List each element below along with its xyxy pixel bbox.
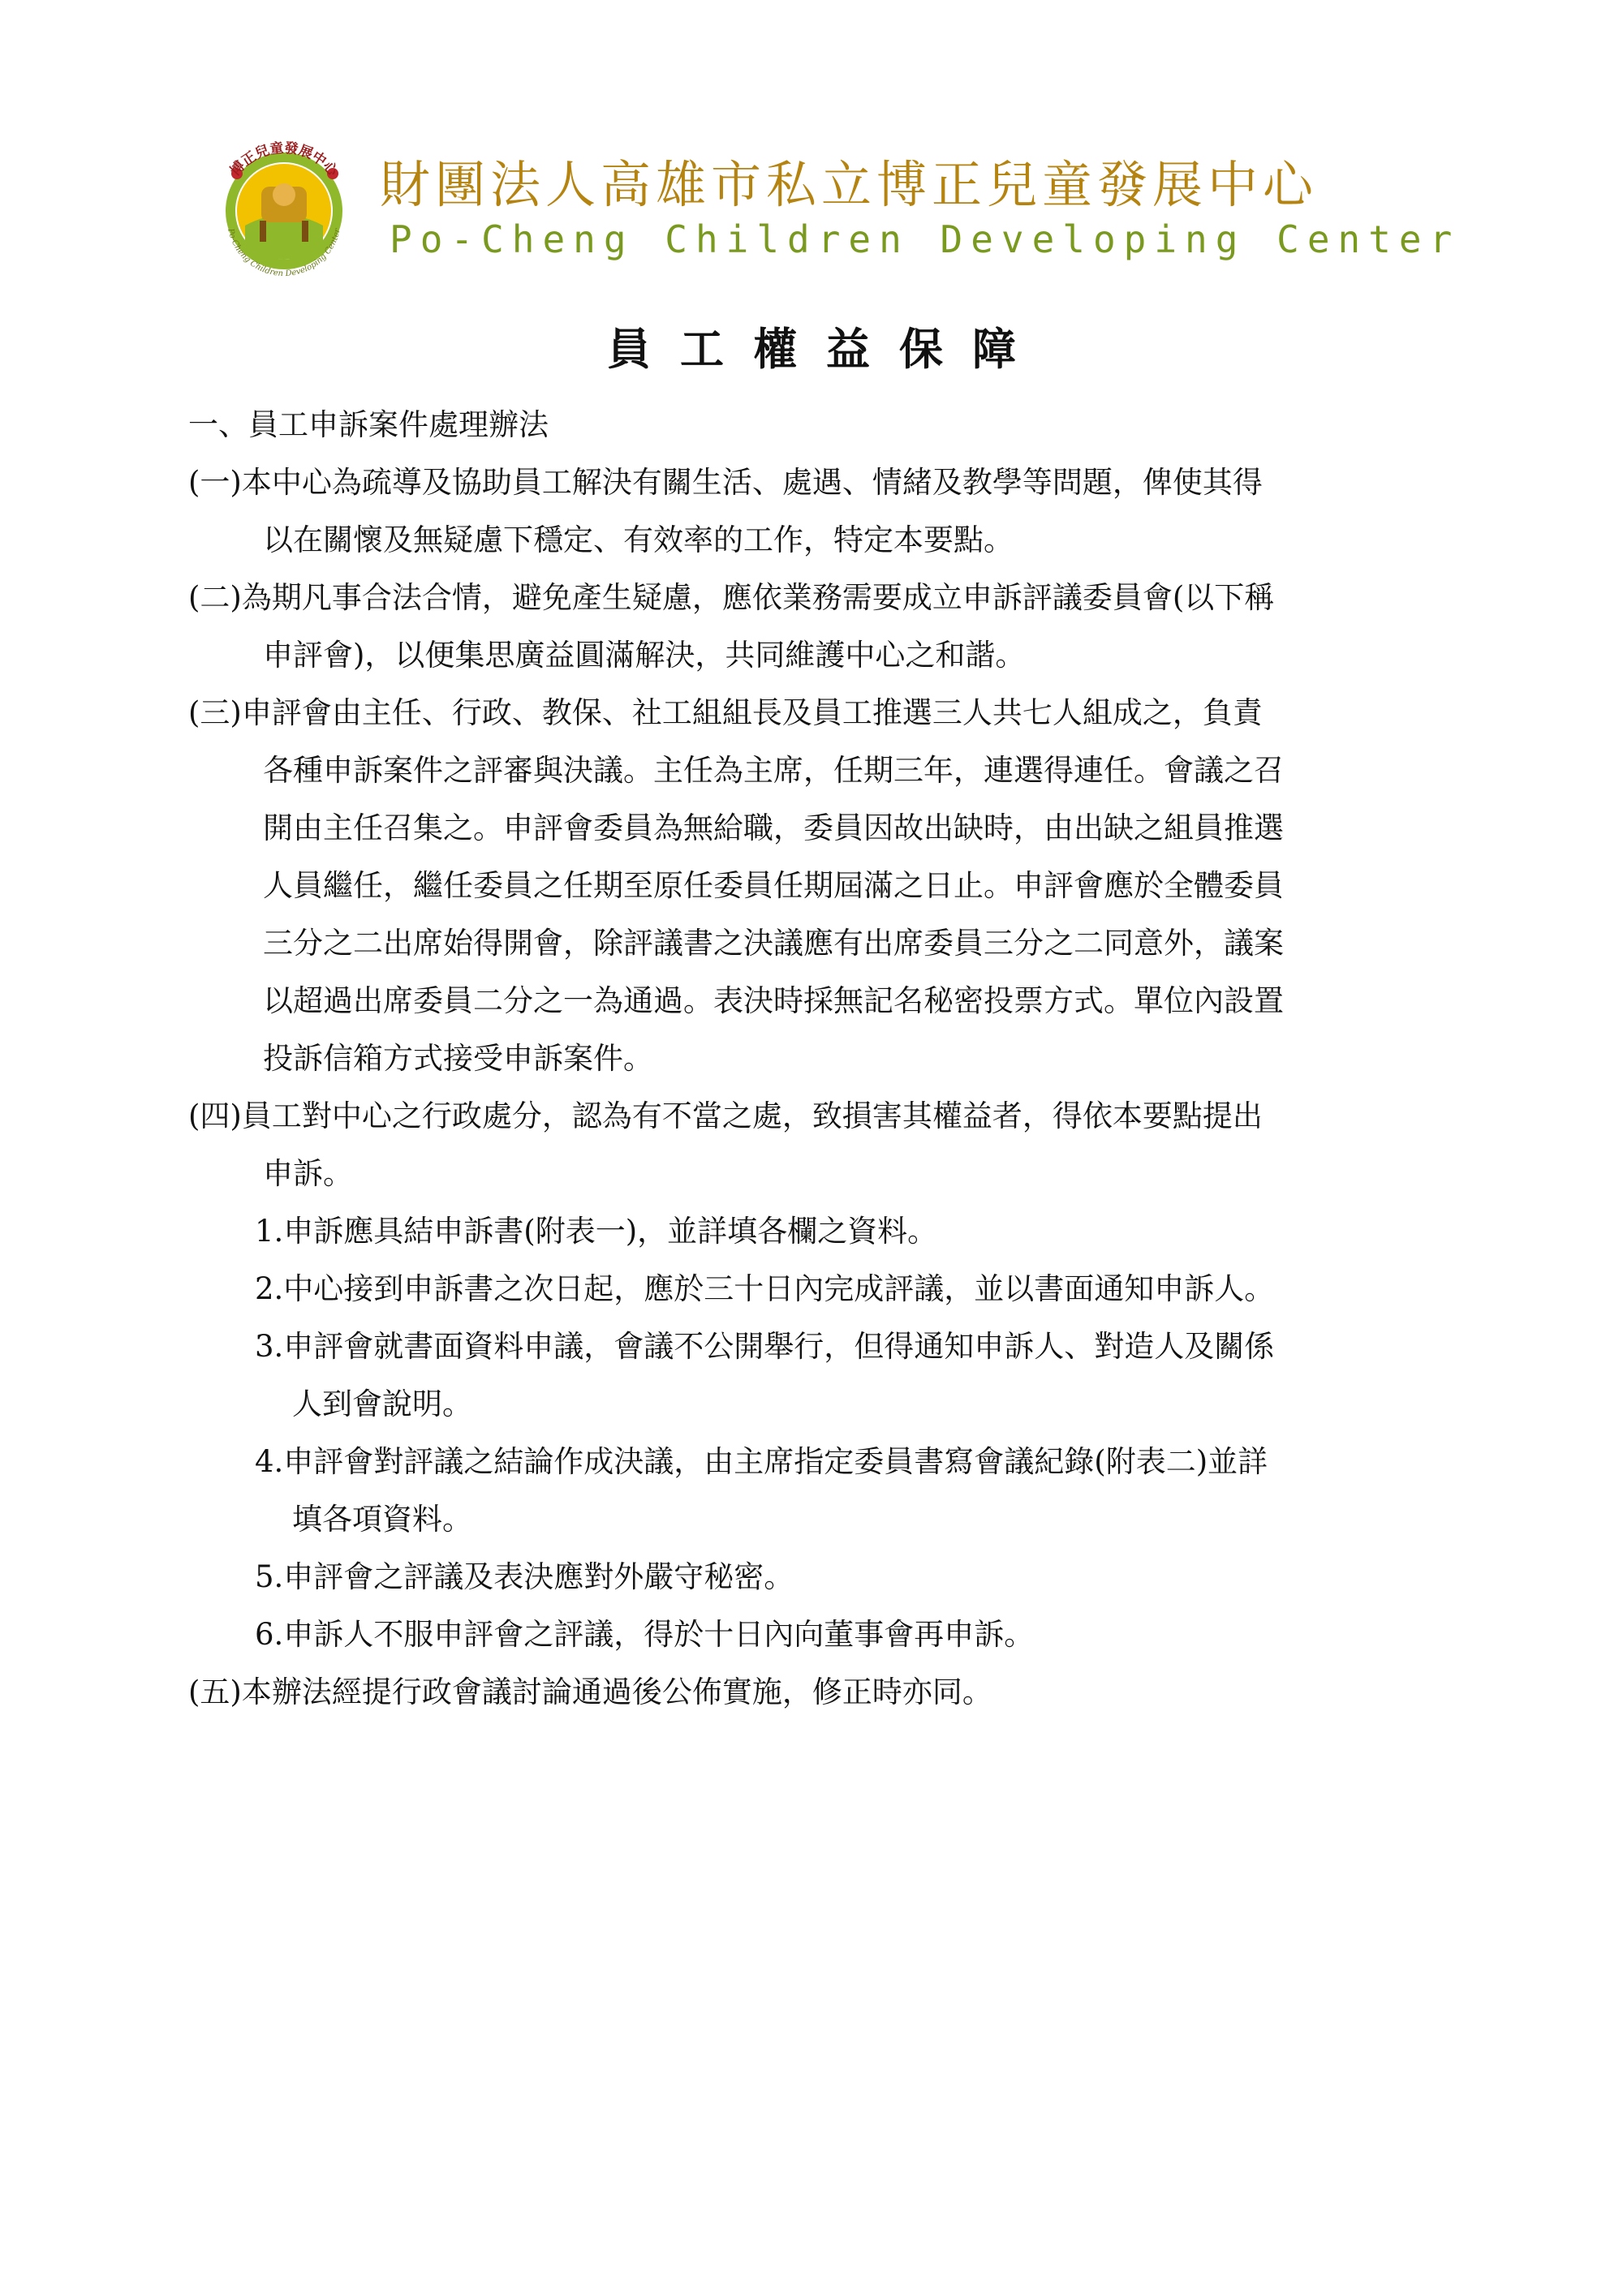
sub-item-5: 5.申評會之評議及表決應對外嚴守秘密。 [255,1559,794,1594]
clause-line: 投訴信箱方式接受申訴案件。 [263,1041,653,1076]
document-title: 員工權益保障 [607,324,1045,375]
sub-item-2: 2.中心接到申訴書之次日起，應於三十日內完成評議，並以書面通知申訴人。 [255,1271,1275,1306]
clause-1 [188,454,1479,569]
document-body [188,396,1479,1721]
section-heading: 一、員工申訴案件處理辦法 [188,407,549,442]
sub-item-3-continuation: 人到會說明。 [292,1387,472,1421]
clause-line: (三)申評會由主任、行政、教保、社工組組長及員工推選三人共七人組成之，負責 [188,695,1263,730]
clause-5 [188,1663,1479,1721]
clause-2 [188,569,1479,684]
organization-name-chinese: 財團法人高雄市私立博正兒童發展中心 [380,155,1319,214]
clause-line: 各種申訴案件之評審與決議。主任為主席，任期三年，連選得連任。會議之召 [263,753,1284,788]
clause-line: 三分之二出席始得開會，除評議書之決議應有出席委員三分之二同意外，議案 [263,926,1284,961]
clause-line: 申評會)，以便集思廣益圓滿解決，共同維護中心之和諧。 [263,638,1026,673]
sub-item-3: 3.申評會就書面資料申議，會議不公開舉行，但得通知申訴人、對造人及關係 [255,1329,1275,1364]
organization-name-english: Po-Cheng Children Developing Center [390,217,1461,261]
clause-line: (一)本中心為疏導及協助員工解決有關生活、處遇、情緒及教學等問題，俾使其得 [188,465,1263,500]
clause-line: 以超過出席委員二分之一為通過。表決時採無記名秘密投票方式。單位內設置 [263,983,1284,1018]
clause-line: (四)員工對中心之行政處分，認為有不當之處，致損害其權益者，得依本要點提出 [188,1099,1263,1133]
sub-item-1: 1.申訴應具結申訴書(附表一)，並詳填各欄之資料。 [255,1214,938,1249]
clause-3 [188,684,1479,1087]
emblem-top-text: 博正兒童發展中心 [227,140,341,179]
clause-line: (五)本辦法經提行政會議討論通過後公佈實施，修正時亦同。 [188,1675,992,1709]
clause-line: 開由主任召集之。申評會委員為無給職，委員因故出缺時，由出缺之組員推選 [263,810,1284,845]
center-logo-emblem [203,130,365,292]
clause-line: (二)為期凡事合法合情，避免產生疑慮，應依業務需要成立申訴評議委員會(以下稱 [188,580,1275,615]
clause-4 [188,1087,1479,1663]
clause-line: 以在關懷及無疑慮下穩定、有效率的工作，特定本要點。 [263,522,1014,557]
sub-item-4-continuation: 填各項資料。 [292,1502,472,1537]
sub-item-4: 4.申評會對評議之結論作成決議，由主席指定委員書寫會議紀錄(附表二)並詳 [255,1444,1268,1479]
letterhead [203,130,1461,292]
clause-line: 申訴。 [263,1156,353,1191]
emblem-bottom-text: Po-Cheng Children Developing Center [226,227,342,279]
clause-line: 人員繼任，繼任委員之任期至原任委員任期屆滿之日止。申評會應於全體委員 [263,868,1284,903]
sub-item-6: 6.申訴人不服申評會之評議，得於十日內向董事會再申訴。 [255,1617,1035,1652]
